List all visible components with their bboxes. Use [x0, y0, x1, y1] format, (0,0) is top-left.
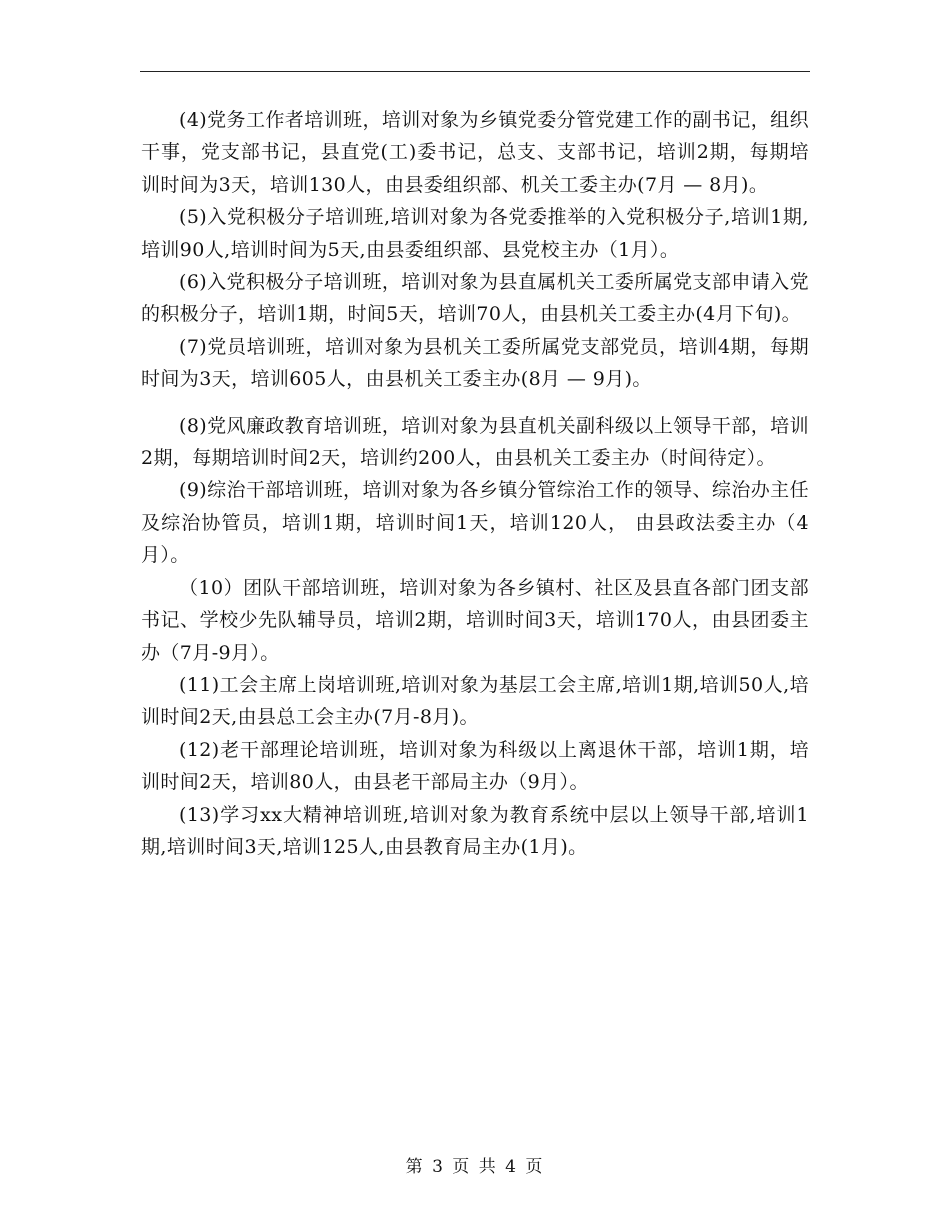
paragraph-item-11: (11)工会主席上岗培训班,培训对象为基层工会主席,培训1期,培训50人,培训时间2天,由县总工会主办(7月-8月)。	[141, 673, 809, 729]
page-footer	[0, 1152, 950, 1177]
header-rule	[140, 71, 810, 72]
paragraph-item-5: (5)入党积极分子培训班,培训对象为各党委推举的入党积极分子,培训1期,培训90人,培训时间为5天,由县委组织部、县党校主办（1月）。	[141, 206, 809, 261]
paragraph-item-4: (4)党务工作者培训班，培训对象为乡镇党委分管党建工作的副书记，组织干事，党支部书记，县直党(工)委书记，总支、支部书记，培训2期，每期培训时间为3天，培训130人，由县委组织部、机关工委主办(7月 — 8月)。	[141, 109, 809, 196]
paragraph-item-13: (13)学习xx大精神培训班,培训对象为教育系统中层以上领导干部,培训1期,培训时间3天,培训125人,由县教育局主办(1月)。	[141, 803, 809, 858]
document-body	[141, 104, 809, 863]
paragraph-item-9: (9)综治干部培训班，培训对象为各乡镇分管综治工作的领导、综治办主任及综治协管员，培训1期，培训时间1天，培训120人， 由县政法委主办（4月）。	[141, 479, 809, 567]
page-number: 第 3 页 共 4 页	[405, 1157, 545, 1177]
paragraph-item-7: (7)党员培训班，培训对象为县机关工委所属党支部党员，培训4期，每期时间为3天，培训605人，由县机关工委主办(8月 — 9月)。	[141, 335, 809, 391]
paragraph-item-8: (8)党风廉政教育培训班，培训对象为县直机关副科级以上领导干部，培训2期，每期培训时间2天，培训约200人，由县机关工委主办（时间待定）。	[141, 414, 809, 470]
paragraph-item-10: （10）团队干部培训班，培训对象为各乡镇村、社区及县直各部门团支部书记、学校少先队辅导员，培训2期，培训时间3天，培训170人，由县团委主办（7月-9月）。	[141, 576, 809, 664]
paragraph-item-6: (6)入党积极分子培训班，培训对象为县直属机关工委所属党支部申请入党的积极分子，培训1期，时间5天，培训70人，由县机关工委主办(4月下旬)。	[141, 271, 809, 326]
paragraph-item-12: (12)老干部理论培训班，培训对象为科级以上离退休干部，培训1期，培训时间2天，培训80人，由县老干部局主办（9月）。	[141, 738, 809, 794]
